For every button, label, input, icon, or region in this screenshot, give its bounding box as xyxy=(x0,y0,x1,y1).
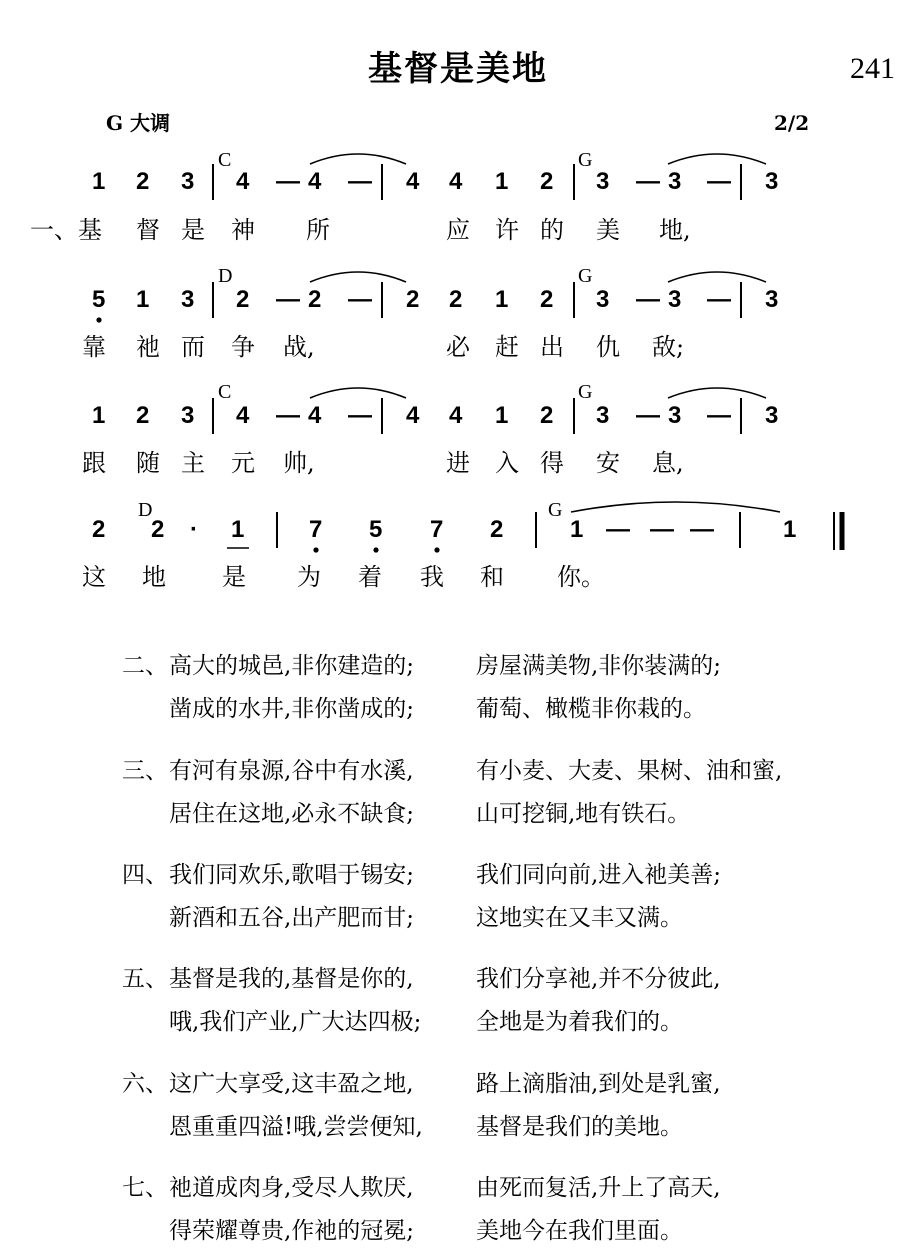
page-number: 241 xyxy=(850,52,895,85)
hold-dash: — xyxy=(276,168,300,195)
verse-line-first-half: 基督是我的,基督是你的, xyxy=(169,966,414,992)
lyric-syllable: 督 xyxy=(136,216,160,244)
note: 1 xyxy=(495,402,509,429)
note: 2 xyxy=(449,286,463,313)
lyric-syllable: 争 xyxy=(231,333,255,361)
note: 3 xyxy=(181,402,195,429)
hold-dash: — xyxy=(707,402,731,429)
lyric-syllable: 应 xyxy=(446,216,470,244)
note: 2 xyxy=(236,286,250,313)
verse-line-second-half: 房屋满美物,非你装满的; xyxy=(476,653,722,679)
note: 1 xyxy=(92,168,106,195)
lyric-syllable: 息, xyxy=(652,449,684,477)
note: 3 xyxy=(181,168,195,195)
lyric-syllable: 一、基 xyxy=(30,216,102,244)
tie-arc xyxy=(310,272,406,282)
verse-line-second-half: 这地实在又丰又满。 xyxy=(476,905,683,931)
chord-symbol: G xyxy=(578,149,593,171)
note: 5 xyxy=(92,286,106,313)
note: 4 xyxy=(449,402,463,429)
note: 7 xyxy=(430,516,444,543)
note: 3 xyxy=(668,402,682,429)
lyric-syllable: 赶 xyxy=(495,333,519,361)
lyric-syllable: 随 xyxy=(136,449,160,477)
hold-dash: — xyxy=(276,286,300,313)
lyric-syllable: 安 xyxy=(596,449,620,477)
note: 1 xyxy=(136,286,150,313)
note: 4 xyxy=(406,168,420,195)
verse-number: 五、 xyxy=(122,966,168,992)
lyric-syllable: 战, xyxy=(283,333,315,361)
verse-line-first-half: 新酒和五谷,出产肥而甘; xyxy=(169,905,415,931)
note: 3 xyxy=(668,168,682,195)
hold-dash: — xyxy=(636,402,660,429)
octave-dot-low xyxy=(96,317,101,322)
time-signature: 2/2 xyxy=(774,111,810,135)
lyric-syllable: 是 xyxy=(181,216,205,244)
verse-line-first-half: 凿成的水井,非你凿成的; xyxy=(169,696,415,722)
song-title: 基督是美地 xyxy=(368,49,548,89)
lyric-syllable: 仇 xyxy=(596,333,620,361)
lyric-syllable: 地 xyxy=(142,563,166,591)
chord-symbol: D xyxy=(138,499,153,521)
lyric-syllable: 敌; xyxy=(652,333,685,361)
note: 5 xyxy=(369,516,383,543)
lyric-syllable: 的 xyxy=(540,216,564,244)
note: 2 xyxy=(406,286,420,313)
note: 1 xyxy=(92,402,106,429)
note: 4 xyxy=(406,402,420,429)
lyric-syllable: 美 xyxy=(596,216,620,244)
lyric-syllable: 神 xyxy=(231,216,255,244)
hold-dash: — xyxy=(707,168,731,195)
note: 3 xyxy=(596,286,610,313)
lyric-syllable: 得 xyxy=(540,449,564,477)
note: 1 xyxy=(495,286,509,313)
verse-number: 四、 xyxy=(122,862,168,888)
lyric-syllable: 我 xyxy=(420,563,444,591)
note: 1 xyxy=(231,516,245,543)
verse-number: 二、 xyxy=(122,653,168,679)
tie-arc xyxy=(310,388,406,398)
verse-line-first-half: 祂道成肉身,受尽人欺厌, xyxy=(169,1175,414,1201)
note: 4 xyxy=(308,168,322,195)
hold-dash: — xyxy=(707,286,731,313)
octave-dot-low xyxy=(313,547,318,552)
tie-arc xyxy=(310,154,406,164)
verse-line-first-half: 恩重重四溢!哦,尝尝便知, xyxy=(169,1114,423,1140)
verse-number: 六、 xyxy=(122,1071,168,1097)
lyric-syllable: 你。 xyxy=(557,563,605,591)
key-signature: G 大调 xyxy=(106,111,171,135)
lyric-syllable: 地, xyxy=(659,216,691,244)
verse-line-first-half: 得荣耀尊贵,作祂的冠冕; xyxy=(169,1218,415,1244)
chord-symbol: G xyxy=(548,499,563,521)
note: 1 xyxy=(570,516,584,543)
lyric-syllable: 帅, xyxy=(283,449,315,477)
lyric-syllable: 靠 xyxy=(82,333,106,361)
verse-line-first-half: 有河有泉源,谷中有水溪, xyxy=(169,758,414,784)
lyric-syllable: 是 xyxy=(222,563,246,591)
note: 2 xyxy=(92,516,106,543)
note: 4 xyxy=(236,168,250,195)
lyric-syllable: 元 xyxy=(231,449,255,477)
lyric-syllable: 而 xyxy=(181,333,205,361)
lyric-syllable: 主 xyxy=(181,449,205,477)
lyric-syllable: 为 xyxy=(297,563,321,591)
note: 2 xyxy=(136,168,150,195)
tie-arc xyxy=(571,502,780,512)
note: 1 xyxy=(495,168,509,195)
note: 4 xyxy=(308,402,322,429)
note: 3 xyxy=(181,286,195,313)
verse-line-second-half: 美地今在我们里面。 xyxy=(476,1218,683,1244)
tie-arc xyxy=(668,272,766,282)
lyric-syllable: 所 xyxy=(306,216,330,244)
note: 3 xyxy=(765,402,779,429)
lyric-syllable: 跟 xyxy=(82,449,106,477)
lyric-syllable: 出 xyxy=(540,333,564,361)
note: 3 xyxy=(596,168,610,195)
verse-line-second-half: 葡萄、橄榄非你栽的。 xyxy=(476,696,706,722)
note: 7 xyxy=(309,516,323,543)
note: 4 xyxy=(449,168,463,195)
note: 4 xyxy=(236,402,250,429)
note: 3 xyxy=(765,168,779,195)
tie-arc xyxy=(668,154,766,164)
verse-line-second-half: 有小麦、大麦、果树、油和蜜, xyxy=(476,758,783,784)
verse-line-first-half: 居住在这地,必永不缺食; xyxy=(169,801,415,827)
verse-line-second-half: 路上滴脂油,到处是乳蜜, xyxy=(476,1071,721,1097)
hold-dash: — xyxy=(636,286,660,313)
verse-line-second-half: 我们分享祂,并不分彼此, xyxy=(476,966,721,992)
verse-number: 七、 xyxy=(122,1175,168,1201)
hold-dash: — xyxy=(636,168,660,195)
hold-dash: — xyxy=(348,286,372,313)
hold-dash: — xyxy=(650,516,674,543)
octave-dot-low xyxy=(434,547,439,552)
verse-line-second-half: 基督是我们的美地。 xyxy=(476,1114,683,1140)
dot-extension: · xyxy=(190,516,198,543)
lyric-syllable: 许 xyxy=(495,216,519,244)
note: 3 xyxy=(668,286,682,313)
note: 3 xyxy=(765,286,779,313)
note: 2 xyxy=(540,168,554,195)
note: 2 xyxy=(308,286,322,313)
verse-line-first-half: 这广大享受,这丰盈之地, xyxy=(169,1071,414,1097)
hold-dash: — xyxy=(606,516,630,543)
verse-line-second-half: 我们同向前,进入祂美善; xyxy=(476,862,722,888)
hold-dash: — xyxy=(276,402,300,429)
verse-line-first-half: 哦,我们产业,广大达四极; xyxy=(169,1009,422,1035)
lyric-syllable: 和 xyxy=(480,563,504,591)
lyric-syllable: 必 xyxy=(446,333,470,361)
chord-symbol: D xyxy=(218,265,233,287)
verse-line-first-half: 高大的城邑,非你建造的; xyxy=(169,653,415,679)
verse-line-second-half: 山可挖铜,地有铁石。 xyxy=(476,801,691,827)
hold-dash: — xyxy=(348,168,372,195)
note: 2 xyxy=(490,516,504,543)
tie-arc xyxy=(668,388,766,398)
lyric-syllable: 祂 xyxy=(136,333,160,361)
note: 2 xyxy=(136,402,150,429)
lyric-syllable: 这 xyxy=(82,563,106,591)
note: 3 xyxy=(596,402,610,429)
lyric-syllable: 进 xyxy=(446,449,470,477)
verse-number: 三、 xyxy=(122,758,168,784)
octave-dot-low xyxy=(373,547,378,552)
note: 2 xyxy=(151,516,165,543)
chord-symbol: C xyxy=(218,149,232,171)
verse-line-second-half: 由死而复活,升上了高天, xyxy=(476,1175,721,1201)
lyric-syllable: 着 xyxy=(358,563,382,591)
lyric-syllable: 入 xyxy=(495,449,519,477)
note: 1 xyxy=(783,516,797,543)
hold-dash: — xyxy=(348,402,372,429)
hold-dash: — xyxy=(690,516,714,543)
chord-symbol: C xyxy=(218,381,232,403)
note: 2 xyxy=(540,402,554,429)
chord-symbol: G xyxy=(578,265,593,287)
note: 2 xyxy=(540,286,554,313)
chord-symbol: G xyxy=(578,381,593,403)
verse-line-first-half: 我们同欢乐,歌唱于锡安; xyxy=(169,862,415,888)
verse-line-second-half: 全地是为着我们的。 xyxy=(476,1009,683,1035)
